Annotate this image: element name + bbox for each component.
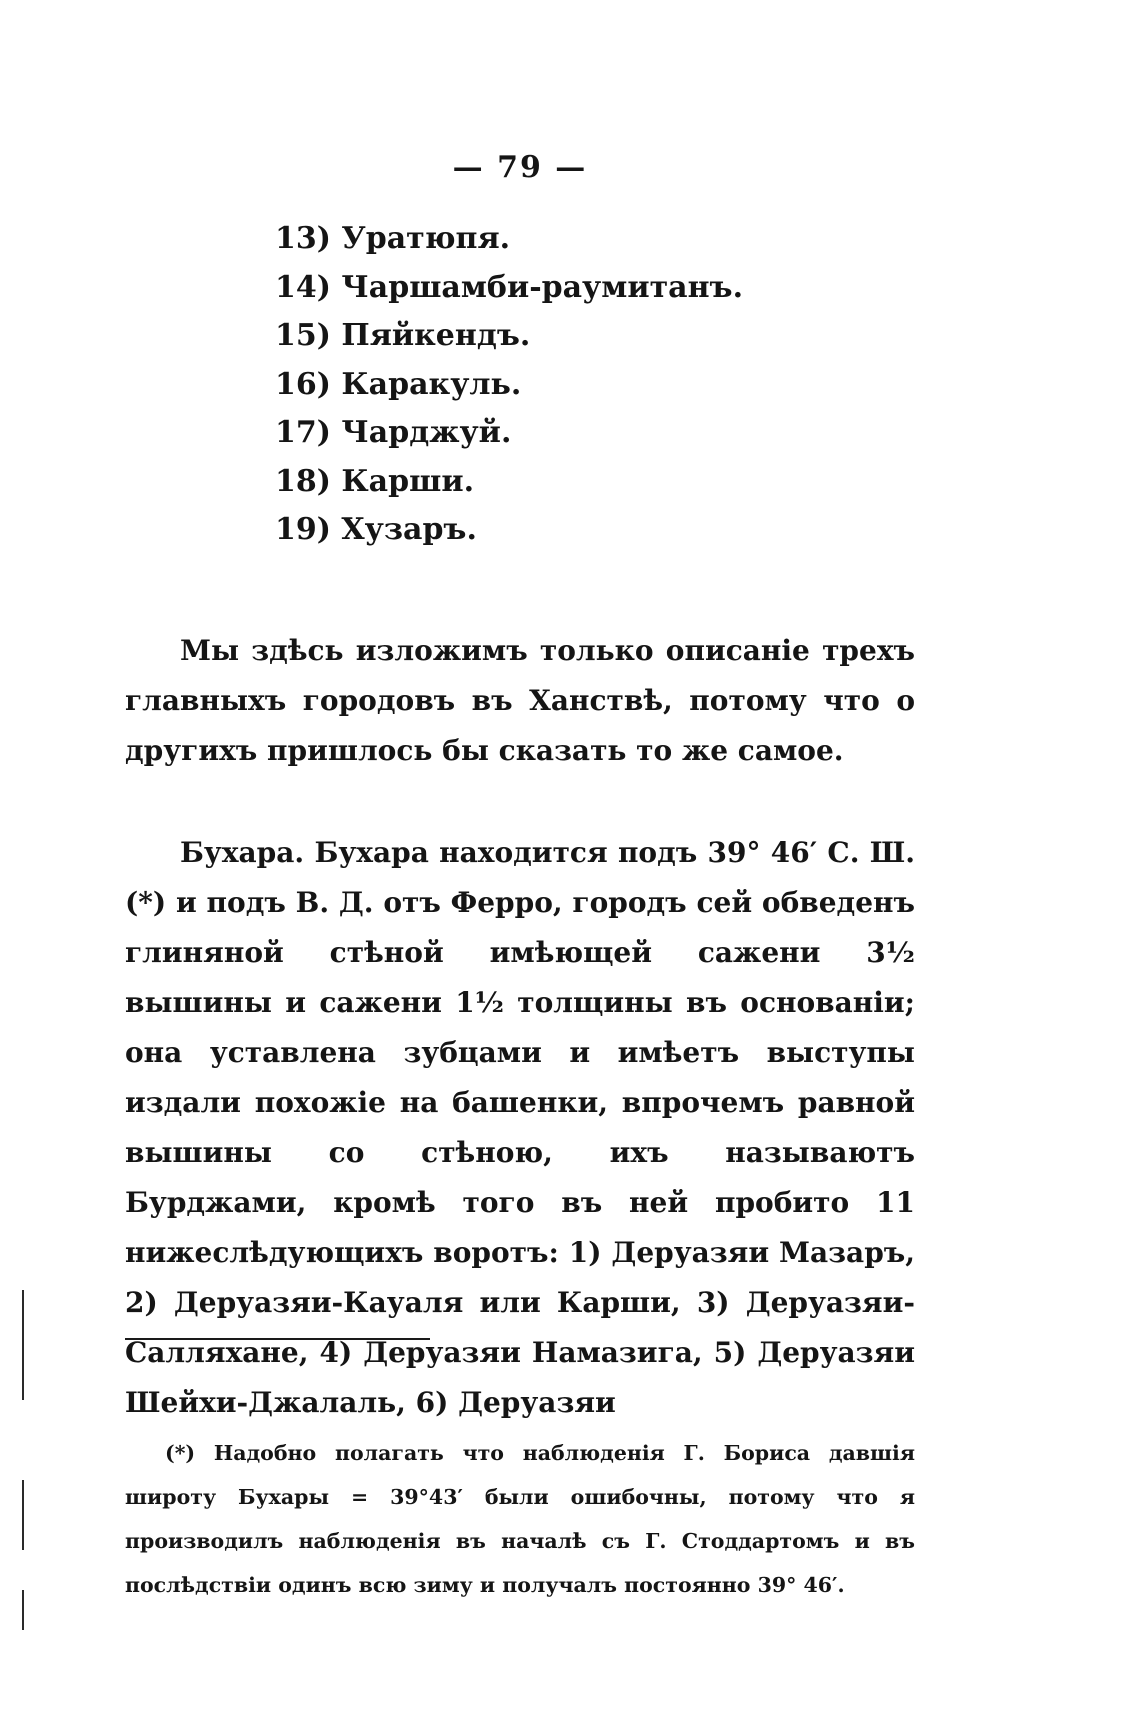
town-list-item: 18) Карши.	[275, 463, 475, 499]
town-list-item: 19) Хузаръ.	[275, 512, 477, 547]
bukhara-paragraph: Бухара. Бухара находится подъ 39° 46′ С. Ш. (*) и подъ В. Д. отъ Ферро, городъ сей обведенъ глиняной стѣной имѣющей сажени 3½ вышины и сажени 1½ толщины въ основаніи; она уставлена зубцами и имѣетъ выступы издали похожіе на башенки, впрочемъ равной вышины со стѣною, ихъ называютъ Бурджами, кромѣ того въ ней пробито 11 нижеслѣдующихъ воротъ: 1) Деруазяи Мазаръ, 2) Деруазяи-Кауаля или Карши, 3) Деруазяи-Салляхане, 4) Деруазяи Намазига, 5) Деруазяи Шейхи-Джалаль, 6) Деруазяи	[125, 836, 915, 1419]
intro-paragraph: Мы здѣсь изложимъ только описаніе трехъ главныхъ городовъ въ Ханствѣ, потому что о другихъ пришлось бы сказать то же самое.	[125, 634, 915, 767]
town-list-item: 14) Чаршамби-раумитанъ.	[275, 269, 744, 305]
town-list-item: 16) Каракуль.	[275, 366, 522, 402]
town-list-item: 17) Чарджуй.	[275, 415, 512, 450]
town-list	[275, 215, 835, 555]
town-list-item: 15) Пяйкендъ.	[275, 318, 531, 353]
town-list-item: 13) Уратюпя.	[275, 221, 511, 256]
scan-artifact	[22, 1290, 24, 1400]
scan-artifact	[22, 1480, 24, 1550]
footnote: (*) Надобно полагать что наблюденія Г. Бориса давшія широту Бухары = 39°43′ были ошибочны, потому что я производилъ наблюденія въ началѣ съ Г. Стоддартомъ и въ послѣдствіи одинъ всю зиму и получалъ постоянно 39° 46′.	[125, 1440, 915, 1597]
footnote-divider	[125, 1338, 430, 1340]
page-number: — 79 —	[452, 150, 588, 185]
scan-artifact	[22, 1590, 24, 1630]
